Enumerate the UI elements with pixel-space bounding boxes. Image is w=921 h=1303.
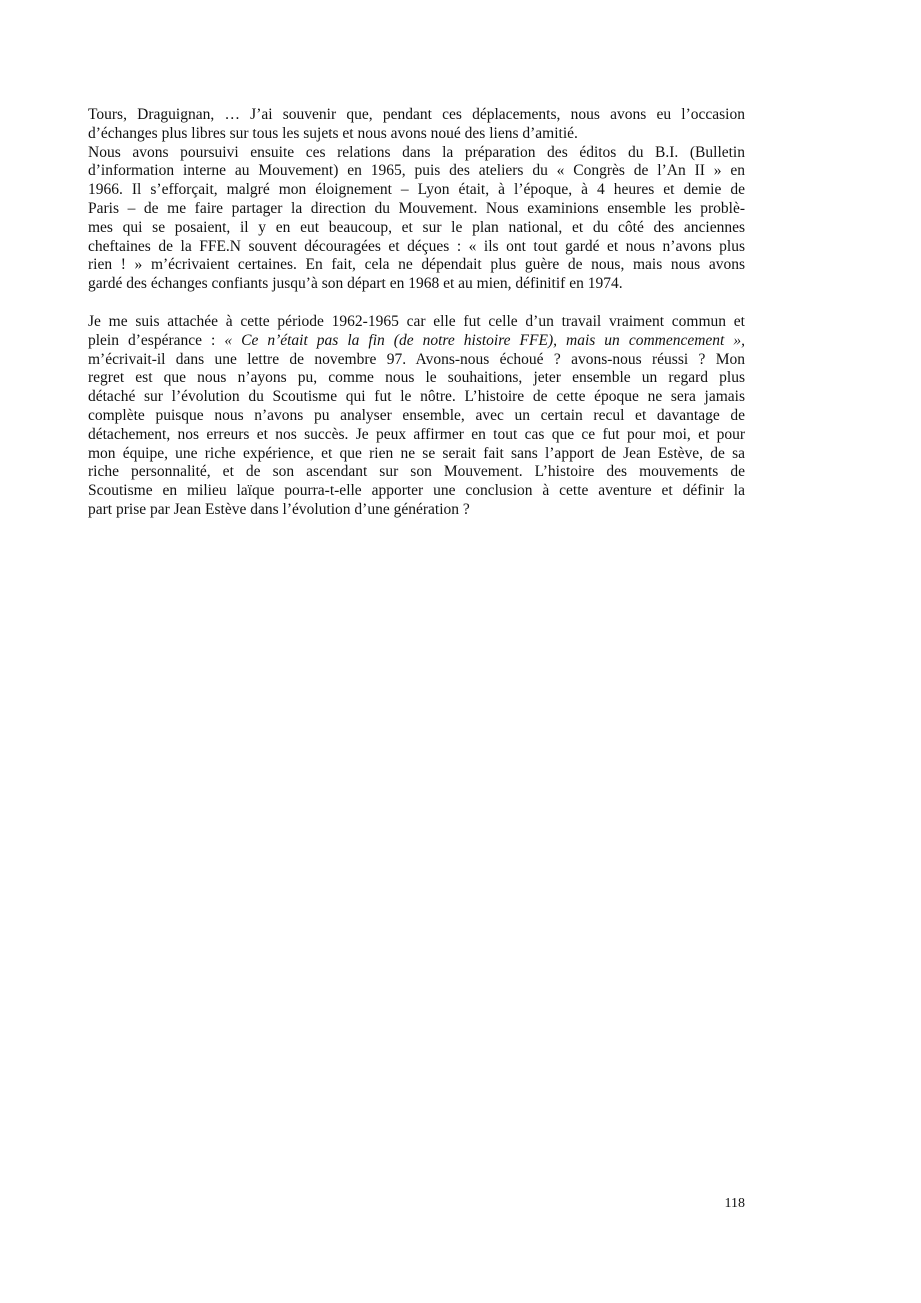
text-line: Je me suis attachée à cette période 1962-1965 car elle fut celle d’un travail vraiment commun et (88, 312, 745, 330)
paragraph-1 (88, 106, 745, 144)
text-line: détachement, nos erreurs et nos succès. Je peux affirmer en tout cas que ce fut pour moi, et pour (88, 425, 745, 443)
text-line: Paris – de me faire partager la direction du Mouvement. Nous examinions ensemble les problè- (88, 199, 745, 217)
text-line: détaché sur l’évolution du Scoutisme qui fut le nôtre. L’histoire de cette époque ne sera jamais (88, 388, 745, 406)
text-line: Tours, Draguignan, … J’ai souvenir que, pendant ces déplacements, nous avons eu l’occasion (88, 106, 745, 123)
text-line: mon équipe, une riche expérience, et que rien ne se serait fait sans l’apport de Jean Estève, de sa (88, 444, 745, 462)
paragraph-3 (88, 313, 745, 520)
text-line: Scoutisme en milieu laïque pourra-t-elle apporter une conclusion à cette aventure et définir la (88, 482, 745, 500)
page-body (88, 106, 745, 520)
text-line: riche personnalité, et de son ascendant sur son Mouvement. L’histoire des mouvements de (88, 463, 745, 481)
text-line: part prise par Jean Estève dans l’évolution d’une génération ? (88, 500, 470, 518)
text-line: d’échanges plus libres sur tous les sujets et nous avons noué des liens d’amitié. (88, 124, 578, 142)
text-line: m’écrivait-il dans une lettre de novembre 97. Avons-nous échoué ? avons-nous réussi ? Mon (88, 350, 745, 368)
quotation: « Ce n’était pas la fin (de notre histoire FFE), mais un commencement », (224, 331, 745, 349)
text-line: rien ! » m’écrivaient certaines. En fait, cela ne dépendait plus guère de nous, mais nous avons (88, 256, 745, 274)
text-line: complète puisque nous n’avons pu analyser ensemble, avec un certain recul et davantage de (88, 406, 745, 424)
text-line: mes qui se posaient, il y en eut beaucoup, et sur le plan national, et du côté des anciennes (88, 218, 745, 236)
text-line (88, 332, 745, 351)
text-line: 1966. Il s’efforçait, malgré mon éloignement – Lyon était, à l’époque, à 4 heures et demie de (88, 181, 745, 199)
text-line: d’information interne au Mouvement) en 1965, puis des ateliers du « Congrès de l’An II » en (88, 162, 745, 180)
text-fragment: plein d’espérance : (88, 331, 225, 349)
paragraph-2 (88, 144, 745, 294)
text-line: gardé des échanges confiants jusqu’à son départ en 1968 et au mien, définitif en 1974. (88, 275, 623, 293)
text-line: cheftaines de la FFE.N souvent découragées et déçues : « ils ont tout gardé et nous n’avons plus (88, 237, 745, 255)
page-number: 118 (724, 1196, 745, 1211)
text-line: Nous avons poursuivi ensuite ces relations dans la préparation des éditos du B.I. (Bulletin (88, 143, 745, 161)
text-line: regret est que nous n’ayons pu, comme nous le souhaitions, jeter ensemble un regard plus (88, 369, 745, 387)
